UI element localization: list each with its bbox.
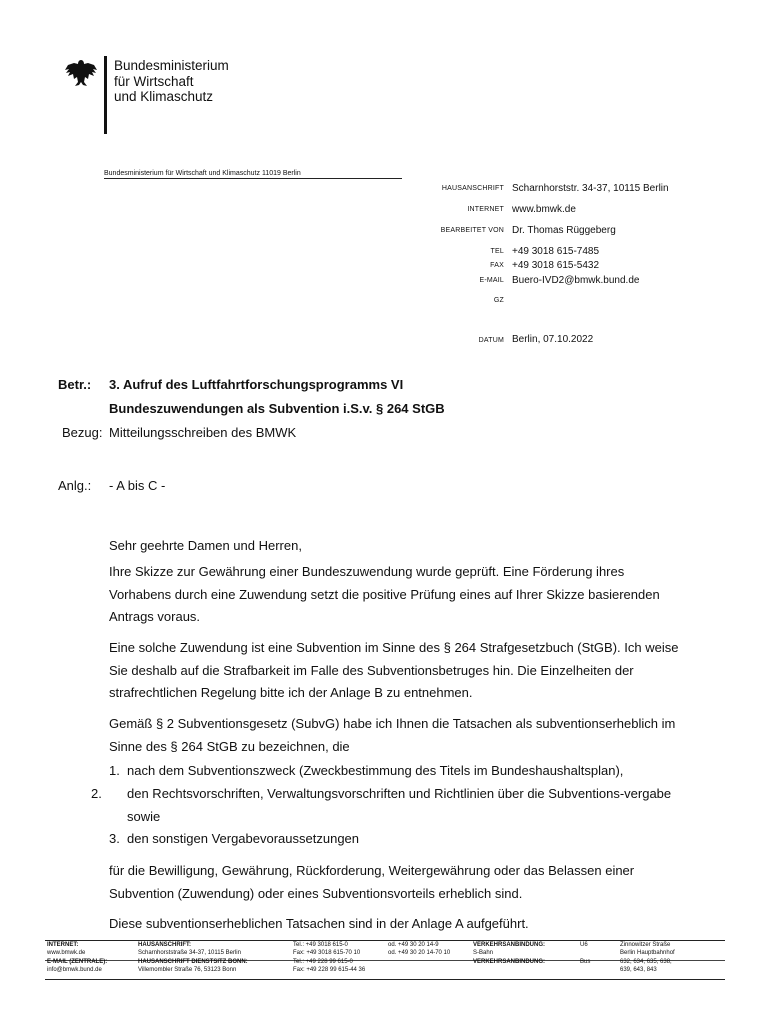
fax-value: +49 3018 615-5432 <box>512 260 600 271</box>
email-value: Buero-IVD2@bmwk.bund.de <box>512 275 640 286</box>
paragraph-1: Ihre Skizze zur Gewährung einer Bundeszuwendung wurde geprüft. Eine Förderung ihres Vorhabens durch eine Zuwendung setzt die positive Prüfung eines auf Ihrer Skizze basierenden Antrags voraus. <box>109 564 660 624</box>
footer-fax-bonn: Fax: +49 228 99 615-44 36 <box>293 966 366 973</box>
datum-value: Berlin, 07.10.2022 <box>512 334 594 345</box>
bearbeitet-value: Dr. Thomas Rüggeberg <box>512 225 616 236</box>
salutation: Sehr geehrte Damen und Herren, <box>109 538 302 553</box>
betr-line-1: 3. Aufruf des Luftfahrtforschungsprogramms VI <box>109 377 404 392</box>
footer-haus-bonn-value: Villemombler Straße 76, 53123 Bonn <box>138 966 237 973</box>
fax-label: FAX <box>490 262 504 269</box>
footer-email-label: E-MAIL (ZENTRALE): <box>47 959 108 965</box>
gz-label: GZ <box>493 297 504 304</box>
footer-haus-bonn-label: HAUSANSCHRIFT DIENSTSITZ BONN: <box>138 959 248 965</box>
logo-divider-bar <box>104 56 107 134</box>
anlg-value: - A bis C - <box>109 478 166 493</box>
footer-transit-label-bonn: VERKEHRSANBINDUNG: <box>473 959 546 965</box>
footer-internet-label: INTERNET: <box>47 942 79 948</box>
bearbeitet-label: BEARBEITET VON <box>440 227 504 234</box>
betr-line-2: Bundeszuwendungen als Subvention i.S.v. § 264 StGB <box>109 401 445 416</box>
footer-tel-bonn: Tel.: +49 228 99 615-0 <box>293 959 353 965</box>
federal-eagle-icon <box>64 58 98 88</box>
footer-stop-2: Berlin Hauptbahnhof <box>620 949 675 956</box>
footer-bus-lines-2: 639, 643, 843 <box>620 966 657 973</box>
datum-label: DATUM <box>478 337 504 344</box>
list-number: 1. <box>109 763 120 778</box>
footer-tel-berlin: Tel.: +49 3018 615-0 <box>293 942 348 948</box>
list-text: nach dem Subventionszweck (Zweckbestimmung des Titels im Bundeshaushaltsplan), <box>127 763 624 778</box>
footer-tel-alt: od. +49 30 20 14-9 <box>388 942 439 948</box>
list-item <box>109 760 689 783</box>
footer-transit-label: VERKEHRSANBINDUNG: <box>473 942 546 948</box>
footer-haus-value: Scharnhorststraße 34-37, 10115 Berlin <box>138 949 241 956</box>
list-text: den Rechtsvorschriften, Verwaltungsvorschriften und Richtlinien über die Subventions-vergabe sowie <box>127 786 672 824</box>
footer-internet-value: www.bmwk.de <box>47 949 86 956</box>
footer-bus-lines-1: 632, 634, 635, 638, <box>620 959 672 965</box>
bezug-value: Mitteilungsschreiben des BMWK <box>109 425 297 440</box>
list-item <box>109 828 689 851</box>
footer-u6: U6 <box>580 942 588 948</box>
tel-value: +49 3018 615-7485 <box>512 246 600 257</box>
anlg-label: Anlg.: <box>58 478 92 493</box>
betr-label: Betr.: <box>58 377 92 392</box>
footer-sbahn: S-Bahn <box>473 949 494 956</box>
sender-address-line: Bundesministerium für Wirtschaft und Klimaschutz 11019 Berlin <box>104 170 402 179</box>
list-number: 2. <box>91 786 102 801</box>
email-label: E-MAIL <box>479 277 504 284</box>
bezug-label: Bezug: <box>62 425 103 440</box>
list-number: 3. <box>109 831 120 846</box>
list-text: den sonstigen Vergabevoraussetzungen <box>127 831 360 846</box>
ministry-name: Bundesministerium für Wirtschaft und Klimaschutz <box>114 58 229 104</box>
paragraph-3: Gemäß § 2 Subventionsgesetz (SubvG) habe ich Ihnen die Tatsachen als subventionserheblich im Sinne des § 264 StGB zu bezeichnen, die <box>109 716 676 754</box>
internet-value: www.bmwk.de <box>512 204 576 215</box>
paragraph-2: Eine solche Zuwendung ist eine Subvention im Sinne des § 264 Strafgesetzbuch (StGB). Ich weise Sie deshalb auf die Strafbarkeit im Falle des Subventionsbetruges hin. Die Einzelheiten der strafrechtlichen Regelung bitte ich der Anlage B zu entnehmen. <box>109 640 679 700</box>
footer-email-value: info@bmwk.bund.de <box>47 966 102 973</box>
tel-label: TEL <box>490 248 504 255</box>
internet-label: INTERNET <box>467 206 504 213</box>
list-item <box>91 783 697 828</box>
footer-bus: Bus <box>580 959 591 965</box>
hausanschrift-label: HAUSANSCHRIFT <box>441 185 504 192</box>
paragraph-5: Diese subventionserheblichen Tatsachen sind in der Anlage A aufgeführt. <box>109 916 529 931</box>
footer-stop-1: Zinnowitzer Straße <box>620 942 671 948</box>
letter-footer <box>45 940 725 980</box>
footer-haus-label: HAUSANSCHRIFT: <box>138 942 191 948</box>
paragraph-4: für die Bewilligung, Gewährung, Rückforderung, Weitergewährung oder das Belassen einer Subvention (Zuwendung) oder eines Subventionsvorteils erheblich sind. <box>109 863 635 901</box>
footer-fax-alt: od. +49 30 20 14-70 10 <box>388 949 451 956</box>
hausanschrift-value: Scharnhorststr. 34-37, 10115 Berlin <box>512 183 669 194</box>
footer-fax-berlin: Fax: +49 3018 615-70 10 <box>293 949 361 956</box>
